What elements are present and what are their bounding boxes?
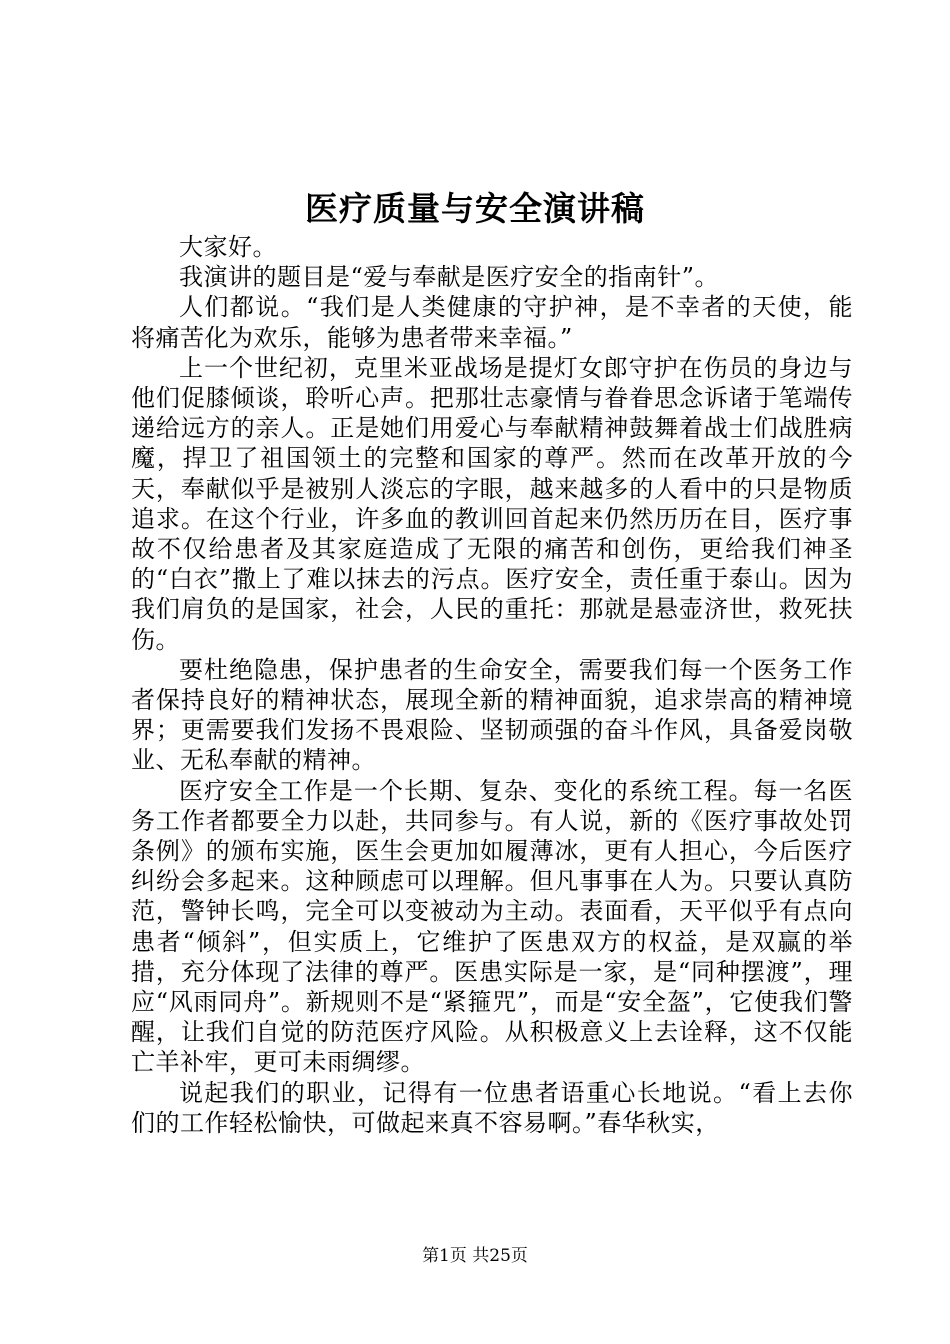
paragraph-greeting: 大家好。 [179,233,277,261]
paragraph-profession: 说起我们的职业，记得有一位患者语重心长地说。“看上去你们的工作轻松愉快，可做起来真不容易啊。”春华秋实， [131,1078,853,1137]
paragraph-topic: 我演讲的题目是“爱与奉献是医疗安全的指南针”。 [179,263,720,292]
document-title: 医疗质量与安全演讲稿 [305,189,645,228]
paragraph-responsibility: 要杜绝隐患，保护患者的生命安全，需要我们每一个医务工作者保持良好的精神状态，展现全新的精神面貌，追求崇高的精神境界；更需要我们发扬不畏艰险、坚韧顽强的奋斗作风，具备爱岗敬业、无私奉献的精神。 [131,655,853,775]
page-number: 第1页 共25页 [422,1246,528,1266]
paragraph-quote: 人们都说。“我们是人类健康的守护神，是不幸者的天使，能将痛苦化为欢乐，能够为患者带来幸福。” [131,293,853,352]
paragraph-history: 上一个世纪初，克里米亚战场是提灯女郎守护在伤员的身边与他们促膝倾谈，聆听心声。把那壮志豪情与眷眷思念诉诸于笔端传递给远方的亲人。正是她们用爱心与奉献精神鼓舞着战士们战胜病魔，捍卫了祖国领土的完整和国家的尊严。然而在改革开放的今天，奉献似乎是被别人淡忘的字眼，越来越多的人看中的只是物质追求。在这个行业，许多血的教训回首起来仍然历历在目，医疗事故不仅给患者及其家庭造成了无限的痛苦和创伤，更给我们神圣的“白衣”撒上了难以抹去的污点。医疗安全，责任重于泰山。因为我们肩负的是国家，社会，人民的重托：那就是悬壶济世，救死扶伤。 [131,353,853,654]
document-body [131,232,853,1138]
paragraph-safety-work: 医疗安全工作是一个长期、复杂、变化的系统工程。每一名医务工作者都要全力以赴，共同参与。有人说，新的《医疗事故处罚条例》的颁布实施，医生会更加如履薄冰，更有人担心，今后医疗纠纷会多起来。这种顾虑可以理解。但凡事事在人为。只要认真防范，警钟长鸣，完全可以变被动为主动。表面看，天平似乎有点向患者“倾斜”，但实质上，它维护了医患双方的权益，是双赢的举措，充分体现了法律的尊严。医患实际是一家，是“同种摆渡”，理应“风雨同舟”。新规则不是“紧箍咒”，而是“安全盔”，它使我们警醒，让我们自觉的防范医疗风险。从积极意义上去诠释，这不仅能亡羊补牢，更可未雨绸缪。 [131,776,853,1077]
